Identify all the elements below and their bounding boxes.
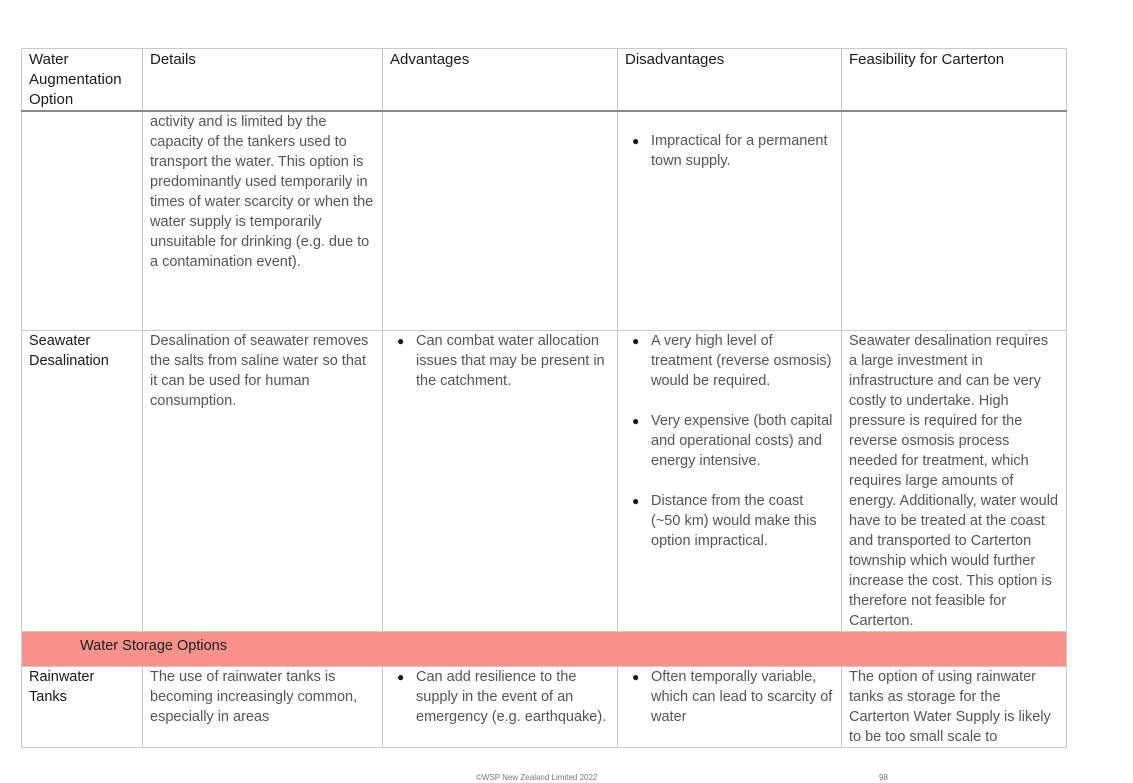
- bullet-icon: ●: [397, 334, 405, 348]
- cell-details: Desalination of seawater removes the salts from saline water so that it can be used for human consumption.: [143, 331, 383, 632]
- cell-option: Rainwater Tanks: [22, 667, 143, 748]
- cell-details: The use of rainwater tanks is becoming increasingly common, especially in areas: [143, 667, 383, 748]
- bullet-icon: ●: [632, 414, 640, 428]
- bullet-icon: ●: [632, 134, 640, 148]
- list-item: ● Often temporally variable, which can lead to scarcity of water: [632, 669, 833, 725]
- header-feasibility: Feasibility for Carterton: [842, 49, 1067, 112]
- cell-disadvantages: [618, 331, 842, 632]
- header-disadvantages: Disadvantages: [618, 49, 842, 112]
- cell-advantages: [383, 331, 618, 632]
- cell-feasibility: Seawater desalination requires a large investment in infrastructure and can be very costly to undertake. High pressure is required for the reverse osmosis process needed for treatment, which requires large amounts of energy. Additionally, water would have to be treated at the coast and transported to Carterton township which would further increase the cost. This option is therefore not feasible for Carterton.: [842, 331, 1067, 632]
- cell-option: Seawater Desalination: [22, 331, 143, 632]
- list-item: ● Distance from the coast (~50 km) would make this option impractical.: [632, 493, 817, 549]
- table-row-continued: [22, 111, 1067, 331]
- list-item: ● Can add resilience to the supply in the event of an emergency (e.g. earthquake).: [397, 669, 607, 725]
- list-item: ● Very expensive (both capital and operational costs) and energy intensive.: [632, 413, 833, 469]
- bullet-icon: ●: [632, 670, 640, 684]
- cell-disadvantages: [618, 111, 842, 331]
- section-row: [22, 632, 1067, 667]
- footer-copyright: ©WSP New Zealand Limited 2022: [476, 773, 598, 782]
- cell-feasibility: [842, 111, 1067, 331]
- footer-page-number: 98: [879, 773, 888, 782]
- header-advantages: Advantages: [383, 49, 618, 112]
- cell-advantages: [383, 667, 618, 748]
- bullet-icon: ●: [632, 334, 640, 348]
- header-details: Details: [143, 49, 383, 112]
- header-option: Water Augmentation Option: [22, 49, 143, 112]
- bullet-icon: ●: [397, 670, 405, 684]
- list-item: ● Impractical for a permanent town supply.: [632, 133, 828, 169]
- cell-advantages: [383, 111, 618, 331]
- table-row-seawater: [22, 331, 1067, 632]
- list-item: ● Can combat water allocation issues that may be present in the catchment.: [397, 333, 605, 389]
- bullet-icon: ●: [632, 494, 640, 508]
- cell-feasibility: The option of using rainwater tanks as storage for the Carterton Water Supply is likely to be too small scale to: [842, 667, 1067, 748]
- cell-option: [22, 111, 143, 331]
- list-item: ● A very high level of treatment (reverse osmosis) would be required.: [632, 333, 832, 389]
- table-row-rainwater: [22, 667, 1067, 748]
- cell-details: activity and is limited by the capacity of the tankers used to transport the water. This option is predominantly used temporarily in times of water scarcity or when the water supply is temporarily unsuitable for drinking (e.g. due to a contamination event).: [143, 111, 383, 331]
- section-header: Water Storage Options: [22, 632, 1067, 667]
- cell-disadvantages: [618, 667, 842, 748]
- table-header-row: [22, 49, 1067, 112]
- water-options-table: [21, 48, 1067, 748]
